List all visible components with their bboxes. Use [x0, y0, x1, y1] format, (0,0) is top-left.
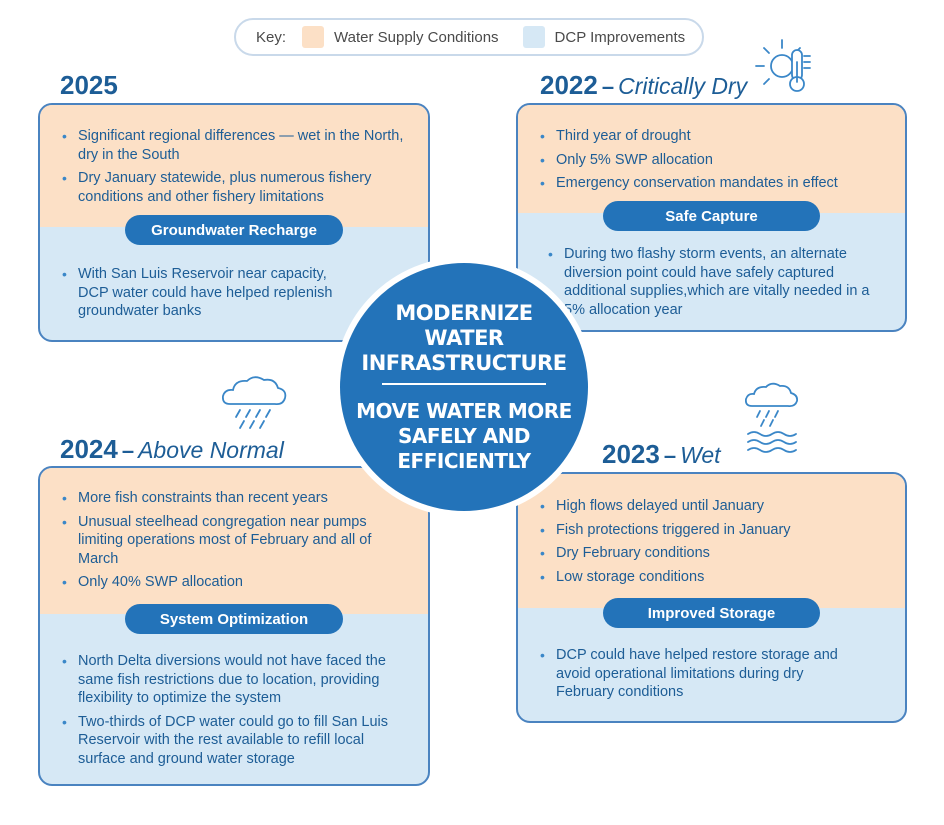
year-dash: – — [601, 74, 615, 99]
panel-2022-conditions-list — [538, 127, 890, 198]
condition-item: • High flows delayed until January — [538, 497, 890, 516]
panel-2024-conditions-list — [60, 489, 412, 597]
center-circle — [340, 263, 588, 511]
panel-2025-benefits-list — [60, 265, 360, 326]
year-2024-condition: Above Normal — [138, 437, 284, 463]
panel-2025-conditions-list — [60, 127, 412, 211]
condition-item: • Only 40% SWP allocation — [60, 573, 412, 592]
panel-2023-benefits-list — [538, 646, 858, 707]
groundwater-recharge-pill: Groundwater Recharge — [125, 215, 343, 245]
year-2022-heading — [540, 70, 747, 101]
year-dash: – — [121, 438, 135, 463]
center-title: MODERNIZE WATER INFRASTRUCTURE — [361, 301, 567, 375]
rain-cloud-icon — [220, 372, 290, 432]
center-subtitle: MOVE WATER MORE SAFELY AND EFFICIENTLY — [356, 399, 572, 473]
condition-item: • Emergency conservation mandates in effect — [538, 174, 890, 193]
year-2023-condition: Wet — [680, 442, 721, 468]
improved-storage-pill: Improved Storage — [603, 598, 820, 628]
year-2025-heading — [60, 70, 118, 101]
condition-item: • Dry January statewide, plus numerous fishery conditions and other fishery limitations — [60, 169, 412, 206]
condition-item: • Fish protections triggered in January — [538, 521, 890, 540]
condition-item: • Third year of drought — [538, 127, 890, 146]
year-2025-label: 2025 — [60, 70, 118, 100]
safe-capture-pill: Safe Capture — [603, 201, 820, 231]
panel-2023-conditions-list — [538, 497, 890, 591]
condition-item: • Unusual steelhead congregation near pumps limiting operations most of February and all of March — [60, 513, 412, 569]
benefit-item: • During two flashy storm events, an alternate diversion point could have safely captured additional supplies,which are vitally needed in a 5% allocation year — [546, 245, 891, 319]
panel-2022-benefits-list — [546, 245, 891, 324]
year-2022-condition: Critically Dry — [618, 73, 748, 99]
condition-item: • Significant regional differences — wet in the North, dry in the South — [60, 127, 412, 164]
center-divider — [382, 383, 546, 385]
condition-item: • Dry February conditions — [538, 544, 890, 563]
condition-item: • Low storage conditions — [538, 568, 890, 587]
condition-item: • Only 5% SWP allocation — [538, 151, 890, 170]
sun-thermometer-icon — [752, 36, 818, 98]
year-2023-label: 2023 — [602, 439, 660, 469]
key-label: Key: — [256, 28, 287, 46]
year-2022-label: 2022 — [540, 70, 598, 100]
water-supply-legend-label: Water Supply Conditions — [334, 28, 499, 46]
benefit-item: • Two-thirds of DCP water could go to fill San Luis Reservoir with the rest available to refill local surface and ground water storage — [60, 713, 415, 769]
water-supply-swatch — [302, 26, 324, 48]
system-optimization-pill: System Optimization — [125, 604, 343, 634]
benefit-item: • DCP could have helped restore storage and avoid operational limitations during dry February conditions — [538, 646, 858, 702]
year-2024-heading — [60, 434, 284, 465]
benefit-item: • With San Luis Reservoir near capacity, DCP water could have helped replenish groundwater banks — [60, 265, 360, 321]
rain-waves-icon — [742, 380, 802, 460]
dcp-improvements-swatch — [523, 26, 545, 48]
year-2024-label: 2024 — [60, 434, 118, 464]
benefit-item: • North Delta diversions would not have faced the same fish restrictions due to location, providing flexibility to optimize the system — [60, 652, 415, 708]
legend-key — [234, 18, 704, 56]
year-dash: – — [663, 443, 677, 468]
year-2023-heading — [602, 439, 721, 470]
panel-2024-benefits-list — [60, 652, 415, 773]
dcp-improvements-legend-label: DCP Improvements — [554, 28, 686, 46]
condition-item: • More fish constraints than recent years — [60, 489, 412, 508]
